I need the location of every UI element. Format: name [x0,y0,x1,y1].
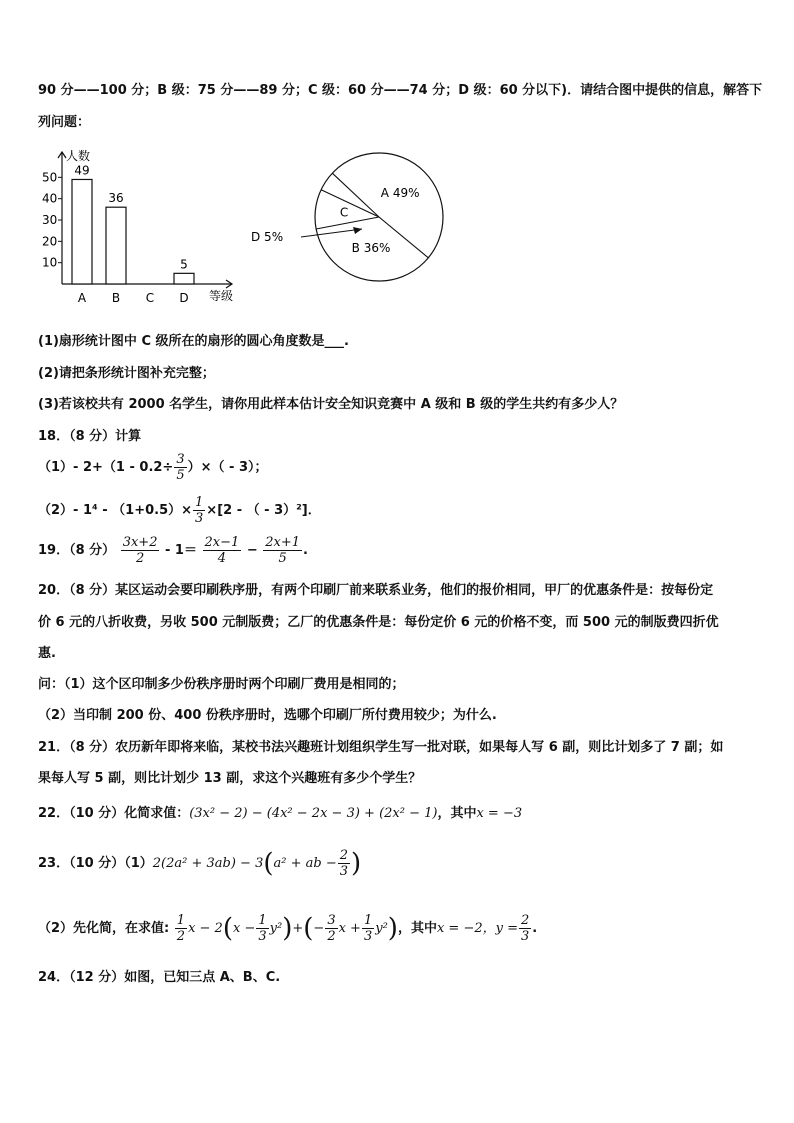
pie-label-C: C [339,205,349,220]
p19-mid: - 1＝ [165,543,197,558]
pie-d-callout: D 5% [251,230,284,244]
right-paren: ) [351,848,362,879]
problem-23-part-1 [38,848,361,879]
fraction: $\frac{3x+2}{2}$ [122,535,158,566]
problem-20-line-5: （2）当印制 200 份、400 份秩序册时，选哪个印刷厂所付费用较少；为什么. [38,708,497,723]
y-tick-label: 10 [42,255,58,270]
fraction: $\frac{1}{2}$ [176,913,186,944]
p18-2-post: ×[2 - （ - 3）²]． [206,503,321,518]
problem-18-title: 18．（8 分）计算 [38,429,142,444]
fraction: $\frac{2}{3}$ [521,913,530,944]
fraction: $\frac{1}{3}$ [195,495,204,526]
pie-label-A: A 49% [380,185,420,200]
bar-data-label: 5 [180,257,188,272]
problem-20-line-3: 惠. [38,646,56,661]
p22-condition: x = −3 [476,806,523,821]
problem-22 [38,805,522,823]
p23-expression-a: 2(2a² + 3ab) − 3 [152,856,264,871]
question-2: (2)请把条形统计图补充完整； [38,366,215,381]
fraction: $\frac{2}{3}$ [339,848,348,879]
bar-data-label: 49 [74,163,90,178]
x-axis-label: 等级 [209,289,234,303]
problem-21-line-2: 果每人写 5 副，则比计划少 13 副，求这个兴趣班有多少个学生？ [38,771,422,786]
fraction: $\frac{2x+1}{5}$ [265,535,301,566]
question-1: (1)扇形统计图中 C 级所在的扇形的圆心角度数是___. [38,334,349,349]
x-tick-label: C [145,291,155,305]
p18-1-pre: （1）- 2+（1 - 0.2÷ [38,460,174,475]
p23-label: 23．（10 分）（1） [38,856,153,871]
problem-23-part-2: （2）先化简，在求值: $\frac{1}{2}$ x − 2(x − $\frac{1}{3}$ y²)+(− $\frac{3}{2}$ x + $\frac{1}{3}$ y²)，其中x = −2，y = $\frac{2}{3}$ . [38,913,538,944]
p23b-label: （2）先化简，在求值: [38,921,170,936]
fraction: $\frac{3}{2}$ [327,913,336,944]
fraction: $\frac{1}{3}$ [258,913,267,944]
y-tick-label: 50 [42,170,58,185]
x-tick-label: B [111,291,121,305]
intro-line-2: 列问题： [38,115,91,130]
problem-20-line-1: 20．（8 分）某区运动会要印刷秩序册，有两个印刷厂前来联系业务，他们的报价相同，甲厂的优惠条件是：按每份定 [38,583,714,598]
problem-21-line-1: 21．（8 分）农历新年即将来临，某校书法兴趣班计划组织学生写一批对联，如果每人写 6 副，则比计划多了 7 副；如 [38,740,724,755]
fraction: $\frac{2x-1}{4}$ [204,535,240,566]
p19-minus: − [246,543,258,558]
p22-label: 22．（10 分）化简求值： [38,806,190,821]
y-tick-label: 40 [42,191,58,206]
p22-tail: ，其中 [437,806,477,821]
question-3: (3)若该校共有 2000 名学生，请你用此样本估计安全知识竞赛中 A 级和 B 级的学生共约有多少人？ [38,397,624,412]
p22-expression: (3x² − 2) − (4x² − 2x − 3) + (2x² − 1) [189,806,438,821]
y-axis-label: 人数 [66,149,91,163]
p18-2-pre: （2）- 1⁴ - （1+0.5）× [38,503,193,518]
bar-D [174,273,194,284]
left-paren: ( [263,848,274,879]
intro-line-1: 90 分——100 分；B 级：75 分——89 分；C 级：60 分——74 分；D 级：60 分以下)．请结合图中提供的信息，解答下 [38,83,763,98]
problem-20-line-4: 问：（1）这个区印制多少份秩序册时两个印刷厂费用是相同的； [38,677,405,692]
bar-chart [36,144,246,334]
bar-data-label: 36 [108,191,124,206]
y-tick-label: 30 [42,213,58,227]
fraction: $\frac{1}{3}$ [363,913,373,944]
p23-expression-b: a² + ab − [273,856,337,871]
fraction: $\frac{3}{5}$ [176,452,185,483]
problem-18-part-2 [38,495,321,526]
bar-A [72,179,92,284]
problem-24: 24．（12 分）如图，已知三点 A、B、C. [38,970,281,985]
bar-B [106,207,126,284]
pie-chart [246,150,456,290]
x-tick-label: D [179,291,189,305]
problem-19: 19．（8 分） $\frac{3x+2}{2}$ - 1＝ $\frac{2x-1}{4}$ − $\frac{2x+1}{5}$ . [38,535,308,566]
problem-20-line-2: 价 6 元的八折收费，另收 500 元制版费；乙厂的优惠条件是：每份定价 6 元的价格不变，而 500 元的制版费四折优 [38,615,719,630]
pie-label-B: B 36% [351,240,391,255]
p19-label: 19．（8 分） [38,543,116,558]
y-tick-label: 20 [42,234,58,249]
p18-1-post: ）×（ - 3）； [187,460,268,475]
x-tick-label: A [77,291,87,305]
problem-18-part-1 [38,452,268,483]
